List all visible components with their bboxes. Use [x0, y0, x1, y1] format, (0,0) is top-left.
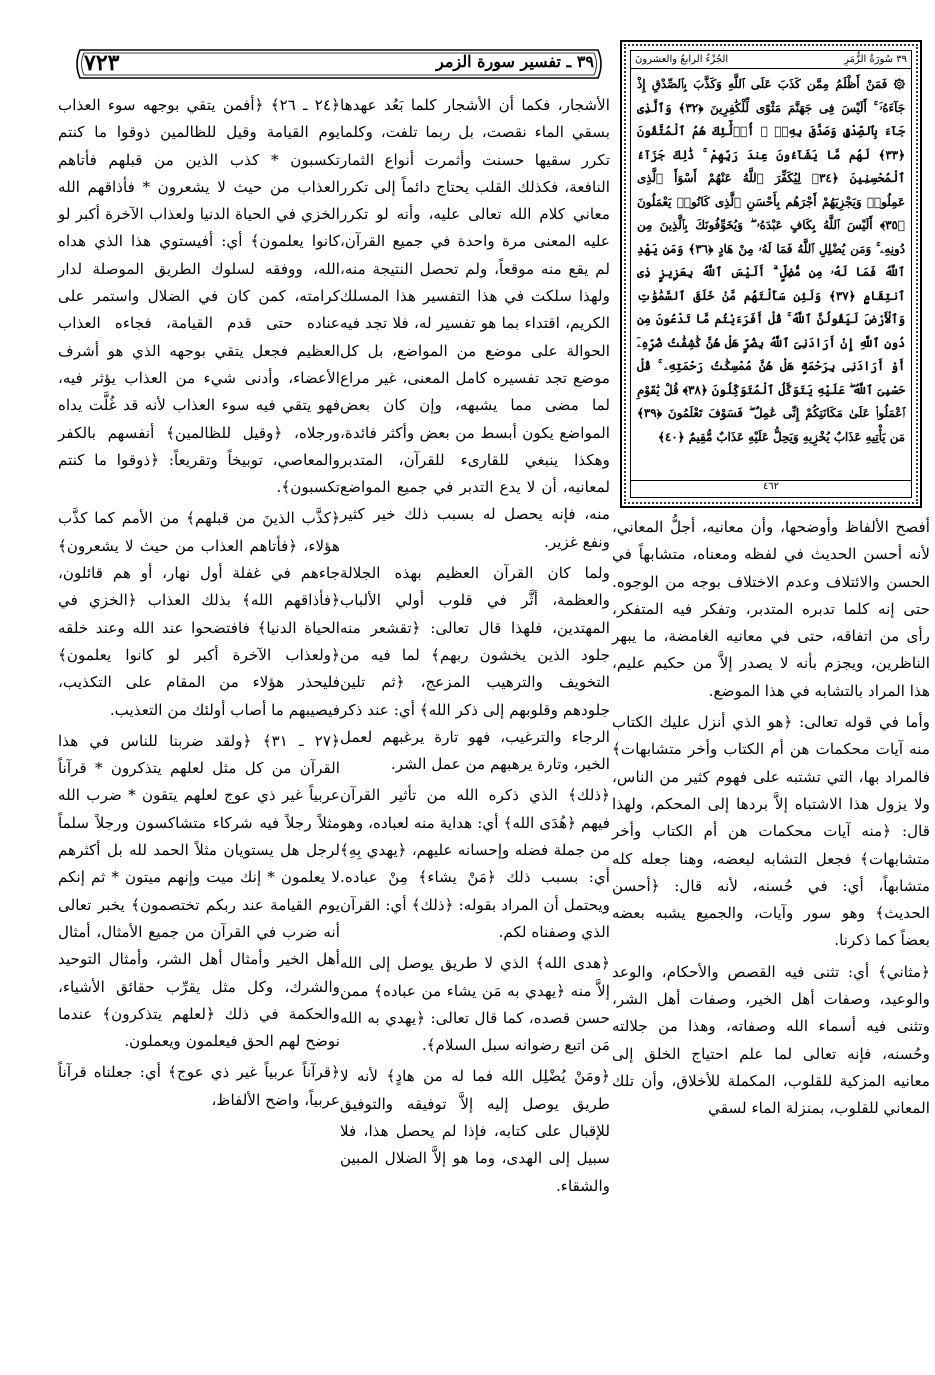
paragraph: ﴿ومَنْ يُضْلِل الله فما له من هادٍ﴾ لأنه لا طريق يوصل إليه إلاَّ توفيقه والتوفيق للإقبال على كتابه، فإذا لم يحصل هذا، فلا سبيل إلى الهدى، وما هو إلاَّ الضلال المبين والشقاء. [340, 1067, 610, 1195]
paragraph: ﴿كذَّب الذينَ من قبلهم﴾ من الأمم كما كذَّب هؤلاء، ﴿فأتاهم العذاب من حيث لا يشعرون﴾ جاءهم في غفلة أول نهار، أو هم قائلون، ﴿فأذاقهم الله﴾ بذلك العذاب ﴿الخزي في الحياة الدنيا﴾ فافتضحوا عند الله وعند خلقه ﴿ولعذاب الآخرة أكبر لو كانوا يعلمون﴾ فليحذر هؤلاء من المقام على التكذيب، فيصيبهم ما أصاب أولئك من التعذيب. [58, 509, 340, 719]
mushaf-header-right: ٣٩ سُورَةُ الزُّمَرِ [844, 54, 907, 65]
middle-column [340, 92, 610, 1204]
mushaf-header-left: الجُزْءُ الرابعُ والعشرونَ [635, 54, 729, 65]
mushaf-page-box [620, 40, 922, 508]
right-column [612, 514, 930, 1127]
mushaf-page-number: ٤٦٢ [631, 480, 911, 497]
paragraph: أفصح الألفاظ وأوضحها، وأن معانيه، أجلُّ المعاني، لأنه أحسن الحديث في لفظه ومعناه، متشابهاً في الحسن والائتلاف وعدم الاختلاف بوجه من الوجوه. حتى إنه كلما تدبره المتدبر، وتفكر فيه المتفكر، رأى من اتفاقه، حتى في معانيه الغامضة، ما يبهر الناظرين، ويجزم بأنه لا يصدر إلاَّ من حكيم عليم، هذا المراد بالتشابه في هذا الموضع. [612, 518, 930, 700]
paragraph: ﴿مثاني﴾ أي: تثنى فيه القصص والأحكام، والوعد والوعيد، وصفات أهل الخير، وصفات أهل الشر، وتثنى فيه أسماء الله وصفاته، وهذا من جلالته وحُسنه، فإنه تعالى لما علم احتياج الخلق إلى معانيه المزكية للقلوب، المكملة للأخلاق، وأن تلك المعاني للقلوب، بمنزلة الماء لسقي [612, 962, 930, 1118]
page-number: ٧٢٣ [84, 50, 120, 76]
paragraph: ولما كان القرآن العظيم بهذه الجلالة والعظمة، أثَّر في قلوب أولي الألباب المهتدين، فلهذا قال تعالى: ﴿تقشعر منه جلود الذين يخشون ربهم﴾ لما فيه من التخويف والترهيب المزعج، ﴿ثم تلين جلودهم وقلوبهم إلى ذكر الله﴾ أي: عند ذكر الرجاء والترغيب، فهو تارة يرغبهم لعمل الخير، وتارة يرهبهم من عمل الشر. [340, 564, 610, 774]
running-header [70, 40, 608, 88]
paragraph: ﴿هدى الله﴾ الذي لا طريق يوصل إلى الله إلاَّ منه ﴿يهدي به مَن يشاء من عباده﴾ ممن حسن قصده، كما قال تعالى: ﴿يهدي به الله مَن اتبع رضوانه سبل السلام﴾. [340, 954, 610, 1055]
surah-title: ٣٩ ـ تفسير سورة الزمر [436, 52, 594, 71]
paragraph: ﴿٢٧ ـ ٣١﴾ ﴿ولقد ضربنا للناس في هذا القرآن من كل مثل لعلهم يتذكرون * قرآناً عربياً غير ذي عوج لعلهم يتقون * ضرب الله مثلاً رجلاً فيه شركاء متشاكسون ورجلاً سلماً لرجل هل يستويان مثلاً الحمد لله بل أكثرهم لا يعلمون * إنك ميت وإنهم ميتون * ثم إنكم يوم القيامة عند ربكم تختصمون﴾ يخبر تعالى أنه ضرب في القرآن من جميع الأمثال، أمثال أهل الخير وأمثال أهل الشر، وأمثال التوحيد والشرك، وكل مثل يقرِّب حقائق الأشياء، والحكمة في ذلك ﴿لعلهم يتذكرون﴾ عندما نوضح لهم الحق فيعلمون ويعملون. [58, 731, 340, 1051]
paragraph: ﴿ذلك﴾ الذي ذكره الله من تأثير القرآن فيهم ﴿هُدَى الله﴾ أي: هداية منه لعباده، وهو من جملة فضله وإحسانه عليهم، ﴿يهدي بِهِ﴾ أي: بسبب ذلك ﴿مَنْ يشاء﴾ مِنْ عباده. ويحتمل أن المراد بقوله: ﴿ذلك﴾ أي: القرآن الذي وصفناه لكم. [340, 786, 610, 941]
mushaf-header [631, 51, 911, 69]
paragraph: ﴿٢٤ ـ ٢٦﴾ ﴿أفمن يتقي بوجهه سوء العذاب يوم القيامة وقيل للظالمين ذوقوا ما كنتم تكسبون * كذب الذين من قبلهم فأتاهم العذاب من حيث لا يشعرون * فأذاقهم الله الخزي في الحياة الدنيا ولعذاب الآخرة أكبر لو كانوا يعلمون﴾ أي: أفيستوي هذا الذي هداه الله، ووفقه لسلوك الطريق الموصلة لدار كرامته، كمن كان في الضلال واستمر على عناده حتى قدم القيامة، فجاءه العذاب العظيم فجعل يتقي بوجهه الذي هو أشرف الأعضاء، وأدنى شيء من العذاب يؤثر فيه، فهو يتقي فيه سوء العذاب لأنه قد غُلَّت يداه ورجلاه، ﴿وقيل للظالمين﴾ أنفسهم بالكفر والمعاصي، توبيخاً وتقريعاً: ﴿ذوقوا ما كنتم تكسبون﴾. [58, 96, 341, 497]
quran-text: ۞ فَمَنْ أَظْلَمُ مِمَّن كَذَبَ عَلَى ٱللَّهِ وَكَذَّبَ بِٱلصِّدْقِ إِذْ جَآءَهُۥٓ ۚ أَلَيْسَ فِى جَهَنَّمَ مَثْوًى لِّلْكَٰفِرِينَ ﴿٣٢﴾ وَٱلَّذِى جَآءَ بِٱلصِّدْقِ وَصَدَّقَ بِهِۦٓ ۙ أُو۟لَٰٓئِكَ هُمُ ٱلْمُتَّقُونَ ﴿٣٣﴾ لَهُم مَّا يَشَآءُونَ عِندَ رَبِّهِمْ ۚ ذَٰلِكَ جَزَآءُ ٱلْمُحْسِنِينَ ﴿٣٤﴾ لِيُكَفِّرَ ٱللَّهُ عَنْهُمْ أَسْوَأَ ٱلَّذِى عَمِلُوا۟ وَيَجْزِيَهُمْ أَجْرَهُم بِأَحْسَنِ ٱلَّذِى كَانُوا۟ يَعْمَلُونَ ﴿٣٥﴾ أَلَيْسَ ٱللَّهُ بِكَافٍ عَبْدَهُۥ ۖ وَيُخَوِّفُونَكَ بِٱلَّذِينَ مِن دُونِهِۦ ۚ وَمَن يُضْلِلِ ٱللَّهُ فَمَا لَهُۥ مِنْ هَادٍ ﴿٣٦﴾ وَمَن يَهْدِ ٱللَّهُ فَمَا لَهُۥ مِن مُّضِلٍّ ۗ أَلَيْسَ ٱللَّهُ بِعَزِيزٍ ذِى ٱنتِقَامٍ ﴿٣٧﴾ وَلَئِن سَأَلْتَهُم مَّنْ خَلَقَ ٱلسَّمَٰوَٰتِ وَٱلْأَرْضَ لَيَقُولُنَّ ٱللَّهُ ۚ قُلْ أَفَرَءَيْتُم مَّا تَدْعُونَ مِن دُونِ ٱللَّهِ إِنْ أَرَادَنِىَ ٱللَّهُ بِضُرٍّ هَلْ هُنَّ كَٰشِفَٰتُ ضُرِّهِۦٓ أَوْ أَرَادَنِى بِرَحْمَةٍ هَلْ هُنَّ مُمْسِكَٰتُ رَحْمَتِهِۦ ۚ قُلْ حَسْبِىَ ٱللَّهُ ۖ عَلَيْهِ يَتَوَكَّلُ ٱلْمُتَوَكِّلُونَ ﴿٣٨﴾ قُلْ يَٰقَوْمِ ٱعْمَلُوا۟ عَلَىٰ مَكَانَتِكُمْ إِنِّى عَٰمِلٌ ۖ فَسَوْفَ تَعْلَمُونَ ﴿٣٩﴾ مَن يَأْتِيهِ عَذَابٌ يُخْزِيهِ وَيَحِلُّ عَلَيْهِ عَذَابٌ مُّقِيمٌ ﴿٤٠﴾ [637, 77, 905, 444]
paragraph: ﴿قرآناً عربياً غير ذي عوج﴾ أي: جعلناه قرآناً عربياً، واضح الألفاظ، [58, 1063, 340, 1109]
paragraph: الأشجار، فكما أن الأشجار كلما بَعُد عهدها بسقي الماء نقصت، بل ربما تلفت، وكلما تكرر سقيها حسنت وأثمرت أنواع الثمار النافعة، فكذلك القلب يحتاج دائماً إلى تكرر معاني كلام الله تعالى عليه، وأنه لو تكرر عليه المعنى مرة واحدة في جميع القرآن، لم يقع منه موقعاً، ولم تحصل النتيجة منه، ولهذا سلكت في هذا التفسير هذا المسلك الكريم، اقتداء بما هو تفسير له، فلا تجد فيه الحوالة على موضع من المواضع، بل كل موضع تجد تفسيره كامل المعنى، غير مراع لما مضى مما يشبهه، وإن كان بعض المواضع يكون أبسط من بعض وأكثر فائدة، وهكذا ينبغي للقارىء للقرآن، المتدبر لمعانيه، أن لا يدع التدبر في جميع المواضع منه، فإنه يحصل له بسبب ذلك خير كثير ونفع غزير. [340, 96, 610, 551]
paragraph: وأما في قوله تعالى: ﴿هو الذي أنزل عليك الكتاب منه آيات محكمات هن أم الكتاب وأخر متشابهات﴾ فالمراد بها، التي تشتبه على فهوم كثير من الناس، ولا يزول هذا الاشتباه إلاَّ بردها إلى المحكم، ولهذا قال: ﴿منه آيات محكمات هن أم الكتاب وأخر متشابهات﴾ فجعل التشابه لبعضه، وهنا جعله كله متشابهاً، أي: في حُسنه، لأنه قال: ﴿أحسن الحديث﴾ وهو سور وآيات، والجميع يشبه بعضه بعضاً كما ذكرنا. [612, 713, 930, 950]
left-column [58, 92, 340, 1118]
